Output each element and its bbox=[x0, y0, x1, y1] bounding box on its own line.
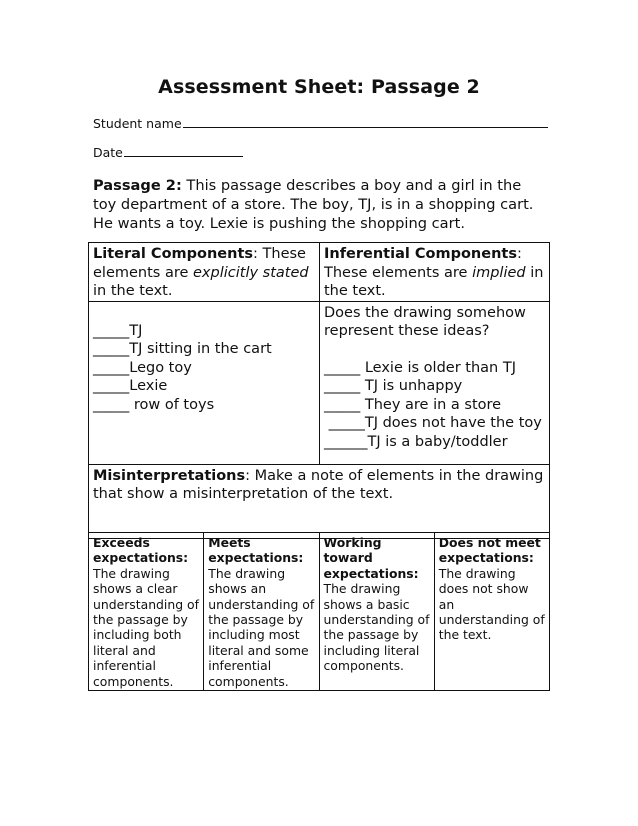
rubric-description: The drawing shows an understanding of the passage by including most literal and some inferential components. bbox=[208, 565, 315, 689]
inferential-items-list bbox=[324, 359, 545, 452]
rubric-description: The drawing shows a clear understanding of the passage by including both literal and inferential components. bbox=[93, 565, 199, 689]
date-row bbox=[93, 145, 243, 160]
date-field[interactable] bbox=[124, 145, 243, 157]
date-label: Date bbox=[93, 145, 123, 160]
inferential-item[interactable]: _____ Lexie is older than TJ bbox=[324, 359, 516, 376]
literal-item[interactable]: _____Lego toy bbox=[93, 359, 192, 376]
rubric-table bbox=[88, 532, 550, 691]
passage-paragraph bbox=[93, 176, 548, 233]
misinterpretations-heading: Misinterpretations bbox=[93, 467, 246, 484]
inferential-heading: Inferential Components bbox=[324, 246, 517, 262]
student-name-field[interactable] bbox=[183, 116, 548, 128]
inferential-header-cell bbox=[320, 243, 550, 302]
inferential-desc-emphasis: implied bbox=[472, 264, 526, 281]
literal-desc-2: in the text. bbox=[93, 283, 173, 299]
rubric-level: Meets expectations: bbox=[208, 535, 304, 566]
passage-label: Passage 2: bbox=[93, 177, 182, 194]
inferential-question: Does the drawing somehow represent these ideas? bbox=[324, 304, 526, 339]
literal-items-cell bbox=[89, 301, 320, 464]
rubric-level: Working toward expectations: bbox=[323, 535, 419, 581]
literal-desc-1: : These elements are bbox=[93, 246, 306, 281]
inferential-desc-1: : These elements are bbox=[324, 246, 522, 281]
rubric-level: Does not meet expectations: bbox=[438, 535, 541, 566]
inferential-item[interactable]: _____TJ does not have the toy bbox=[324, 415, 542, 431]
inferential-items-cell bbox=[320, 301, 550, 464]
literal-desc-emphasis: explicitly stated bbox=[193, 264, 309, 281]
rubric-description: The drawing does not show an understanding of the text. bbox=[438, 565, 545, 643]
rubric-cell-meets bbox=[204, 533, 319, 691]
inferential-item[interactable]: _____ They are in a store bbox=[324, 396, 502, 413]
literal-header-cell bbox=[89, 243, 320, 302]
literal-heading: Literal Components bbox=[93, 246, 254, 262]
inferential-item[interactable]: ______TJ is a baby/toddler bbox=[324, 433, 508, 450]
inferential-desc-2: in the text. bbox=[324, 264, 544, 299]
inferential-item[interactable]: _____ TJ is unhappy bbox=[324, 378, 463, 394]
misinterpretations-cell[interactable] bbox=[89, 464, 550, 538]
literal-item[interactable]: _____ row of toys bbox=[93, 396, 215, 413]
student-name-row bbox=[93, 116, 548, 131]
student-name-label: Student name bbox=[93, 116, 182, 131]
rubric-cell-working-toward bbox=[319, 533, 434, 691]
rubric-level: Exceeds expectations: bbox=[93, 535, 189, 566]
rubric-cell-does-not-meet bbox=[434, 533, 549, 691]
literal-items-list bbox=[93, 322, 315, 415]
rubric-description: The drawing shows a basic understanding of the passage by including literal components. bbox=[323, 581, 430, 674]
literal-item[interactable]: _____TJ bbox=[93, 322, 143, 339]
passage-text: This passage describes a boy and a girl in the toy department of a store. The boy, TJ, is in a shopping cart. He wants a toy. Lexie is pushing the shopping cart. bbox=[93, 177, 534, 232]
page-title: Assessment Sheet: Passage 2 bbox=[158, 76, 480, 98]
components-table bbox=[88, 242, 550, 539]
literal-item[interactable]: _____TJ sitting in the cart bbox=[93, 341, 272, 357]
rubric-cell-exceeds bbox=[89, 533, 204, 691]
literal-item[interactable]: _____Lexie bbox=[93, 378, 168, 394]
misinterpretations-text: : Make a note of elements in the drawing that show a misinterpretation of the text. bbox=[93, 467, 544, 502]
